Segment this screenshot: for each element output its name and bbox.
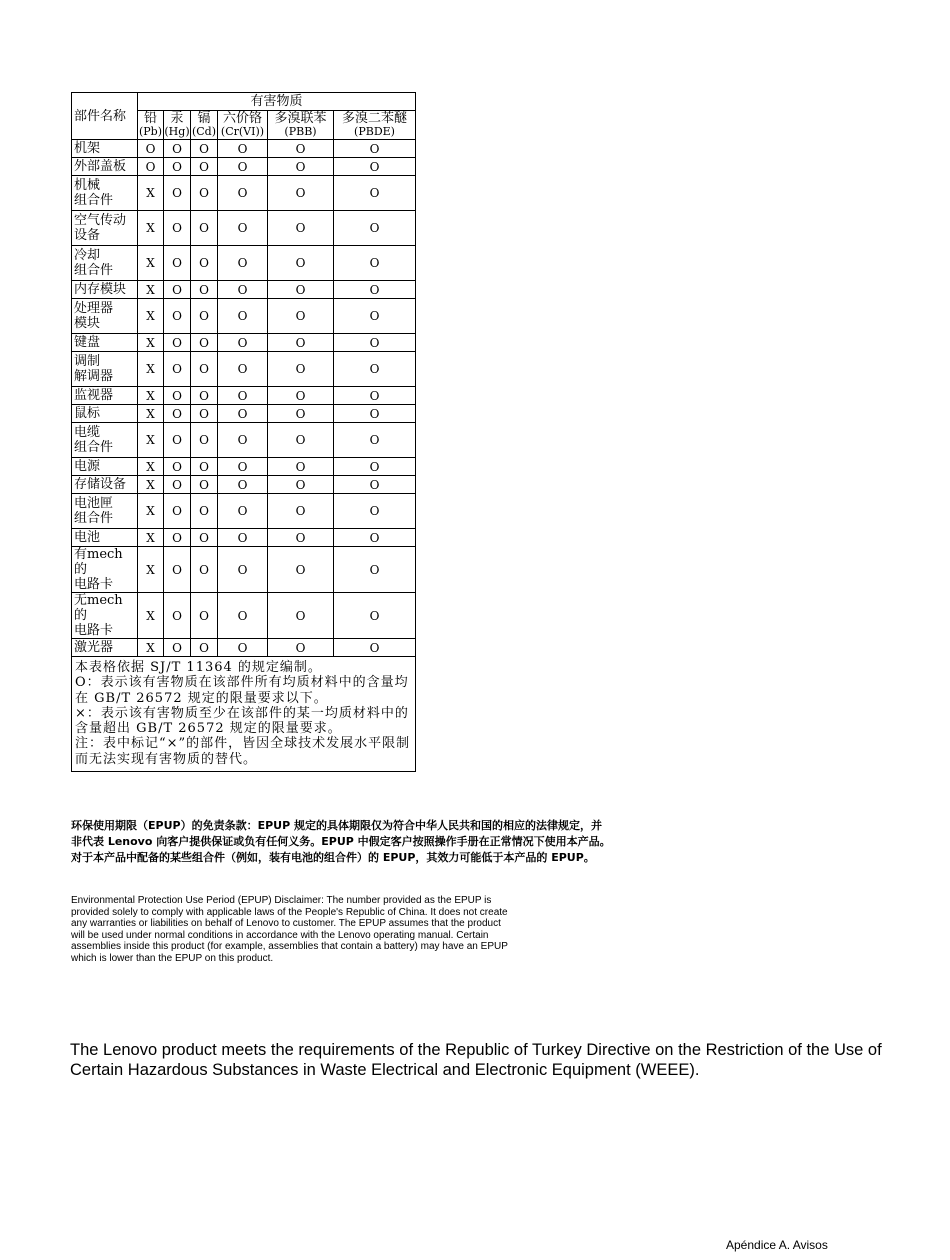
part-name-line: 机械 <box>74 178 101 193</box>
substance-value-cell: X <box>138 547 164 593</box>
part-name-line: 空气传动 <box>74 213 127 228</box>
part-name-line: 组合件 <box>74 263 114 278</box>
substance-value-cell: O <box>164 334 191 352</box>
substance-value-cell: O <box>334 299 416 334</box>
substance-value-cell: O <box>191 281 218 299</box>
table-row <box>72 387 416 405</box>
part-name-cell <box>72 352 138 387</box>
substance-value-cell: O <box>164 281 191 299</box>
table-row <box>72 246 416 281</box>
substance-value-cell: O <box>218 405 268 423</box>
substance-value-cell: O <box>164 176 191 211</box>
substance-value-cell: O <box>138 158 164 176</box>
substance-value-cell: O <box>191 352 218 387</box>
part-name-cell <box>72 281 138 299</box>
table-row <box>72 423 416 458</box>
substance-value-cell: X <box>138 494 164 529</box>
substance-value-cell: X <box>138 211 164 246</box>
substance-value-cell: O <box>191 494 218 529</box>
substance-value-cell: O <box>334 176 416 211</box>
table-row <box>72 140 416 158</box>
part-name-line: 外部盖板 <box>74 159 127 174</box>
substance-value-cell: X <box>138 476 164 494</box>
substance-value-cell: O <box>268 176 334 211</box>
substance-value-cell: O <box>334 494 416 529</box>
substance-value-cell: X <box>138 529 164 547</box>
substance-value-cell: O <box>191 458 218 476</box>
substance-value-cell: O <box>164 158 191 176</box>
table-row <box>72 211 416 246</box>
substance-value-cell: O <box>334 476 416 494</box>
substance-value-cell: O <box>191 158 218 176</box>
substance-value-cell: O <box>334 593 416 639</box>
substance-value-cell: O <box>164 639 191 657</box>
substance-symbol: (PBDE) <box>354 125 395 138</box>
part-name-line: 电路卡 <box>74 623 114 638</box>
table-row <box>72 299 416 334</box>
part-name-cell <box>72 458 138 476</box>
substance-value-cell: O <box>191 246 218 281</box>
substance-value-cell: X <box>138 299 164 334</box>
substance-value-cell: O <box>268 639 334 657</box>
substance-value-cell: X <box>138 352 164 387</box>
substance-value-cell: X <box>138 387 164 405</box>
substance-symbol: (Cd) <box>191 125 217 138</box>
substance-value-cell: O <box>268 246 334 281</box>
substance-value-cell: O <box>164 494 191 529</box>
substance-name: 多溴联苯 <box>274 111 327 126</box>
part-name-line: 电源 <box>74 459 101 474</box>
substance-value-cell: O <box>164 458 191 476</box>
substance-value-cell: O <box>191 405 218 423</box>
substance-value-cell: O <box>334 405 416 423</box>
table-row <box>72 176 416 211</box>
part-name-line: 键盘 <box>74 335 101 350</box>
substance-value-cell: O <box>218 639 268 657</box>
hazardous-substances-table <box>71 92 416 772</box>
part-name-cell <box>72 423 138 458</box>
part-name-cell <box>72 211 138 246</box>
substance-value-cell: O <box>334 334 416 352</box>
substance-value-cell: O <box>191 334 218 352</box>
note-o-meaning: O：表示该有害物质在该部件所有均质材料中的含量均在 GB/T 26572 规定的限量要求以下。 <box>75 675 409 706</box>
part-name-cell <box>72 476 138 494</box>
substance-symbol: (Pb) <box>138 125 163 138</box>
substance-value-cell: O <box>164 140 191 158</box>
substance-value-cell: O <box>268 476 334 494</box>
note-remark: 注：表中标记“×”的部件，皆因全球技术发展水平限制而无法实现有害物质的替代。 <box>75 736 411 767</box>
part-name-cell <box>72 593 138 639</box>
substance-value-cell: O <box>218 458 268 476</box>
substance-value-cell: O <box>218 299 268 334</box>
substance-value-cell: O <box>218 211 268 246</box>
substance-value-cell: X <box>138 246 164 281</box>
substance-value-cell: O <box>268 140 334 158</box>
substance-value-cell: X <box>138 458 164 476</box>
table-row <box>72 639 416 657</box>
table-row <box>72 405 416 423</box>
table-row <box>72 547 416 593</box>
turkey-weee-statement: The Lenovo product meets the requirements of the Republic of Turkey Directive on the Restriction of the Use of Certain Hazardous Substances in Waste Electrical and Electronic Equipment (WEEE). <box>70 1041 882 1079</box>
part-name-cell <box>72 299 138 334</box>
part-name-line: 电池 <box>74 530 101 545</box>
hazardous-substances-header: 有害物质 <box>138 93 416 111</box>
substance-value-cell: O <box>164 405 191 423</box>
substance-value-cell: O <box>334 211 416 246</box>
substance-value-cell: O <box>218 387 268 405</box>
substance-value-cell: O <box>164 476 191 494</box>
substance-value-cell: O <box>218 158 268 176</box>
substance-value-cell: O <box>268 494 334 529</box>
substance-value-cell: O <box>191 639 218 657</box>
substance-value-cell: O <box>268 299 334 334</box>
substance-value-cell: O <box>268 593 334 639</box>
substance-value-cell: O <box>218 140 268 158</box>
substance-value-cell: O <box>268 547 334 593</box>
part-name-cell <box>72 639 138 657</box>
part-name-header: 部件名称 <box>72 93 138 140</box>
part-name-cell <box>72 334 138 352</box>
part-name-line: 监视器 <box>74 388 114 403</box>
note-x-meaning: ×：表示该有害物质至少在该部件的某一均质材料中的含量超出 GB/T 26572 规定的限量要求。 <box>75 705 409 737</box>
part-name-cell <box>72 158 138 176</box>
substance-value-cell: O <box>334 547 416 593</box>
substance-value-cell: O <box>268 387 334 405</box>
substance-value-cell: O <box>218 547 268 593</box>
substance-value-cell: O <box>218 176 268 211</box>
part-name-cell <box>72 547 138 593</box>
substance-header <box>191 111 218 140</box>
substance-value-cell: O <box>334 423 416 458</box>
part-name-line: 冷却 <box>74 248 101 263</box>
part-name-line: 电路卡 <box>74 577 114 592</box>
part-name-cell <box>72 246 138 281</box>
substance-name: 多溴二苯醚 <box>342 111 408 126</box>
epup-disclaimer-english: Environmental Protection Use Period (EPUP) Disclaimer: The number provided as the EPUP is provided solely to comply with applicable laws of the People's Republic of China. It does not create any warranties or liabilities on behalf of Lenovo to customer. The EPUP assumes that the product will be used under normal conditions in accordance with the Lenovo operating manual. Certain assemblies inside this product (for example, assemblies that contain a battery) may have an EPUP which is lower than the EPUP on this product. <box>71 895 508 964</box>
part-name-cell <box>72 494 138 529</box>
table-row <box>72 334 416 352</box>
page-footer: Apéndice A. Avisos <box>726 1238 828 1252</box>
part-name-cell <box>72 529 138 547</box>
substance-value-cell: O <box>218 494 268 529</box>
substance-value-cell: O <box>334 352 416 387</box>
part-name-line: 调制 <box>74 354 101 369</box>
substance-name: 汞 <box>170 111 184 126</box>
part-name-line: 机架 <box>74 141 101 156</box>
substance-value-cell: O <box>191 387 218 405</box>
part-name-line: 电池匣 <box>74 496 114 511</box>
part-name-line: 设备 <box>74 228 101 243</box>
substance-value-cell: X <box>138 334 164 352</box>
substance-value-cell: O <box>268 334 334 352</box>
substance-value-cell: O <box>164 593 191 639</box>
substance-value-cell: O <box>191 593 218 639</box>
substance-name: 镉 <box>197 111 211 126</box>
part-name-line: 组合件 <box>74 193 114 208</box>
substance-value-cell: O <box>268 352 334 387</box>
substance-value-cell: O <box>191 176 218 211</box>
substance-header <box>334 111 416 140</box>
table-row <box>72 529 416 547</box>
substance-value-cell: O <box>268 458 334 476</box>
substance-value-cell: O <box>268 158 334 176</box>
substance-value-cell: O <box>218 352 268 387</box>
part-name-cell <box>72 140 138 158</box>
part-name-line: 有mech的 <box>74 547 123 577</box>
substance-header <box>164 111 191 140</box>
table-row <box>72 593 416 639</box>
part-name-line: 无mech的 <box>74 593 123 623</box>
substance-value-cell: O <box>218 529 268 547</box>
substance-value-cell: O <box>268 405 334 423</box>
part-name-cell <box>72 387 138 405</box>
substance-value-cell: X <box>138 281 164 299</box>
substance-value-cell: O <box>334 281 416 299</box>
substance-value-cell: O <box>218 423 268 458</box>
part-name-cell <box>72 176 138 211</box>
substance-symbol: (PBB) <box>284 125 317 138</box>
part-name-cell <box>72 405 138 423</box>
part-name-line: 解调器 <box>74 369 114 384</box>
substance-value-cell: O <box>191 529 218 547</box>
table-row <box>72 458 416 476</box>
substance-value-cell: O <box>334 458 416 476</box>
part-name-line: 模块 <box>74 316 101 331</box>
part-name-line: 电缆 <box>74 425 101 440</box>
substance-value-cell: O <box>191 423 218 458</box>
part-name-line: 内存模块 <box>74 282 127 297</box>
substance-value-cell: O <box>218 334 268 352</box>
epup-disclaimer-chinese: 环保使用期限（EPUP）的免责条款：EPUP 规定的具体期限仅为符合中华人民共和国的相应的法律规定，并非代表 Lenovo 向客户提供保证或负有任何义务。EPUP 中假定客户按照操作手册在正常情况下使用本产品。对于本产品中配备的某些组合件（例如，装有电池的组合件）的 EPUP，其效力可能低于本产品的 EPUP。 <box>71 819 611 864</box>
substance-value-cell: O <box>164 211 191 246</box>
table-row <box>72 476 416 494</box>
part-name-line: 处理器 <box>74 301 114 316</box>
substance-value-cell: O <box>334 158 416 176</box>
substance-value-cell: X <box>138 405 164 423</box>
part-name-line: 激光器 <box>74 640 114 655</box>
substance-value-cell: O <box>268 529 334 547</box>
substance-value-cell: O <box>218 281 268 299</box>
substance-name: 六价铬 <box>222 111 262 126</box>
substance-name: 铅 <box>143 111 157 126</box>
substance-value-cell: X <box>138 639 164 657</box>
substance-value-cell: O <box>218 476 268 494</box>
substance-value-cell: O <box>334 140 416 158</box>
table-notes <box>72 657 416 772</box>
substance-value-cell: O <box>164 423 191 458</box>
table-row <box>72 494 416 529</box>
substance-value-cell: O <box>334 639 416 657</box>
substance-symbol: (Hg) <box>164 125 190 138</box>
substance-value-cell: X <box>138 423 164 458</box>
substance-value-cell: O <box>191 299 218 334</box>
table-row <box>72 158 416 176</box>
substance-value-cell: X <box>138 176 164 211</box>
substance-header <box>138 111 164 140</box>
substance-value-cell: O <box>218 246 268 281</box>
substance-value-cell: O <box>164 352 191 387</box>
substance-value-cell: O <box>191 140 218 158</box>
table-row <box>72 352 416 387</box>
substance-value-cell: O <box>334 246 416 281</box>
substance-value-cell: O <box>164 387 191 405</box>
substance-value-cell: O <box>334 529 416 547</box>
substance-value-cell: O <box>334 387 416 405</box>
substance-value-cell: O <box>268 211 334 246</box>
substance-value-cell: O <box>164 529 191 547</box>
substance-header <box>268 111 334 140</box>
substance-value-cell: O <box>191 211 218 246</box>
substance-value-cell: O <box>268 281 334 299</box>
note-standard: 本表格依据 SJ/T 11364 的规定编制。 <box>75 660 322 675</box>
part-name-line: 组合件 <box>74 440 114 455</box>
substance-header <box>218 111 268 140</box>
substance-value-cell: O <box>164 246 191 281</box>
substance-value-cell: O <box>268 423 334 458</box>
part-name-line: 鼠标 <box>74 406 101 421</box>
substance-value-cell: O <box>164 299 191 334</box>
part-name-line: 存储设备 <box>74 477 127 492</box>
substance-value-cell: O <box>191 476 218 494</box>
substance-value-cell: O <box>164 547 191 593</box>
substance-value-cell: O <box>191 547 218 593</box>
substance-value-cell: O <box>218 593 268 639</box>
substance-value-cell: X <box>138 593 164 639</box>
substance-symbol: (Cr(VI)) <box>220 125 265 138</box>
part-name-line: 组合件 <box>74 511 114 526</box>
table-row <box>72 281 416 299</box>
table-body <box>72 140 416 657</box>
substance-value-cell: O <box>138 140 164 158</box>
